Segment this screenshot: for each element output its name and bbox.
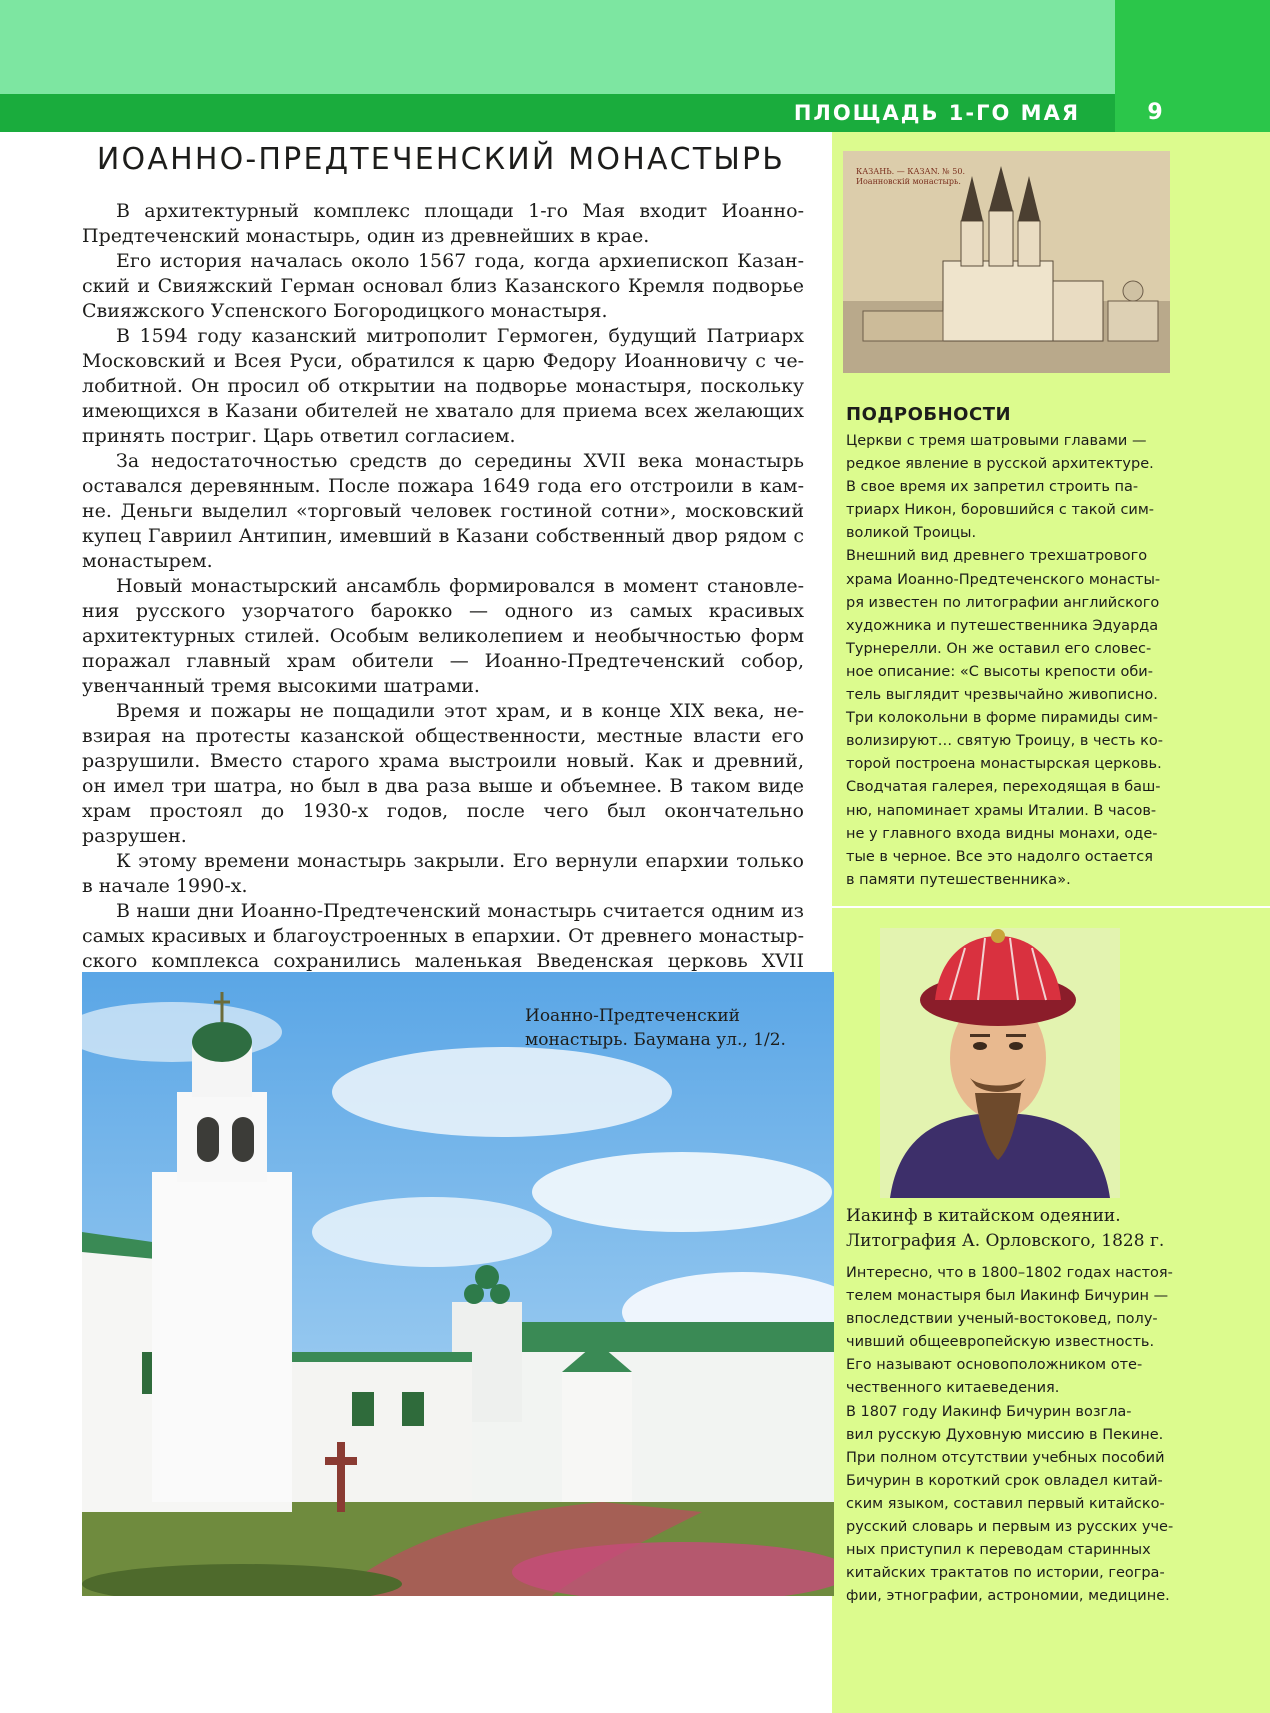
- portrait-caption: [846, 1204, 1176, 1254]
- postcard-caption: [856, 167, 965, 187]
- details-line: Три колокольни в форме пирамиды сим-: [846, 710, 1158, 727]
- details-line: тель выглядит чрезвычайно живописно.: [846, 687, 1158, 704]
- details-line: Турнерелли. Он же оставил его словес-: [846, 640, 1152, 657]
- details-line: Внешний вид древнего трехшатрового: [846, 548, 1148, 565]
- iakinf-line: Интересно, что в 1800–1802 годах настоя-: [846, 1265, 1173, 1281]
- iakinf-line: фии, этнографии, астрономии, медицине.: [846, 1588, 1170, 1605]
- iakinf-line: русский словарь и первым из русских уче-: [846, 1519, 1174, 1536]
- postcard-caption-line: КАЗАНЬ. — КАЗАN. № 50.: [856, 167, 965, 176]
- portrait-caption-line: Литография А. Орловского, 1828 г.: [846, 1231, 1165, 1251]
- iakinf-line: телем монастыря был Иакинф Бичурин —: [846, 1288, 1169, 1305]
- details-line: ню, напоминает храмы Италии. В часов-: [846, 802, 1157, 819]
- article-paragraph: В архитектурный комплекс площади 1-го Мая входит Иоанно-Предтеченский монастырь, один из древнейших в крае.: [82, 200, 804, 247]
- details-line: художника и путешественника Эдуарда: [846, 617, 1159, 634]
- details-line: тые в черное. Все это надолго остается: [846, 848, 1153, 865]
- sidebar-divider: [832, 906, 1270, 908]
- photo-caption-line: Иоанно-Предтеченский: [525, 1006, 740, 1026]
- article-title: ИОАННО-ПРЕДТЕЧЕНСКИЙ МОНАСТЫРЬ: [96, 142, 786, 177]
- article-body: [82, 199, 804, 999]
- iakinf-line: чивший общеевропейскую известность.: [846, 1334, 1155, 1351]
- iakinf-line: Бичурин в короткий срок овладел китай-: [846, 1472, 1163, 1489]
- details-line: в памяти путешественника».: [846, 871, 1071, 888]
- page-number: 9: [1147, 100, 1163, 125]
- details-line: Церкви с тремя шатровыми главами —: [846, 433, 1147, 449]
- article-paragraph: В 1594 году казанский митрополит Гермоген, будущий Патриарх Московский и Всея Руси, обратился к царю Федору Иоанновичу с челобитной. Он просил об открытии на подворье монастыря, поскольку имеющихся в Казани обителей не хватало для приема всех желающих принять постриг. Царь ответил согласием.: [82, 325, 804, 447]
- iakinf-line: Его называют основоположником оте-: [846, 1357, 1143, 1374]
- photo-caption: [525, 1004, 815, 1052]
- header-light-band: [0, 0, 1270, 94]
- details-line: волизируют… святую Троицу, в честь ко-: [846, 733, 1163, 750]
- section-title: ПЛОЩАДЬ 1-ГО МАЯ: [793, 101, 1080, 125]
- iakinf-line: В 1807 году Иакинф Бичурин возгла-: [846, 1403, 1132, 1420]
- photo-caption-line: монастырь. Баумана ул., 1/2.: [525, 1030, 786, 1050]
- details-heading: ПОДРОБНОСТИ: [846, 404, 1012, 425]
- monastery-photo: [82, 972, 834, 1596]
- iakinf-body: [846, 1262, 1174, 1608]
- portrait-image: [880, 928, 1120, 1198]
- portrait-caption-line: Иакинф в китайском одеянии.: [846, 1206, 1121, 1226]
- article-paragraph: Новый монастырский ансамбль формировался в момент становления русского узорчатого барокко — одного из самых красивых архитектурных стилей. Особым великолепием и необычностью форм поражал главный храм обители — Иоанно-Предтеченский собор, увенчанный тремя высокими шатрами.: [82, 575, 804, 697]
- details-line: ря известен по литографии английского: [846, 594, 1160, 611]
- article-paragraph: Его история началась около 1567 года, когда архиепископ Казанский и Свияжский Герман основал близ Казанского Кремля подворье Свияжского Успенского Богородицкого монастыря.: [82, 250, 804, 322]
- details-line: редкое явление в русской архитектуре.: [846, 456, 1154, 473]
- details-body: [846, 430, 1174, 892]
- iakinf-line: При полном отсутствии учебных пособий: [846, 1449, 1165, 1466]
- postcard-caption-line: Иоанновскій монастырь.: [856, 177, 961, 186]
- details-line: В свое время их запретил строить па-: [846, 479, 1139, 496]
- iakinf-line: китайских трактатов по истории, геогра-: [846, 1565, 1165, 1582]
- details-line: Сводчатая галерея, переходящая в баш-: [846, 779, 1161, 796]
- details-line: храма Иоанно-Предтеченского монасты-: [846, 571, 1161, 588]
- details-line: триарх Никон, боровшийся с такой сим-: [846, 502, 1155, 519]
- article-paragraph: В наши дни Иоанно-Предтеченский монастырь считается одним из самых красивых и благоустроенных в епархии. От древнего монастырского комплекса сохранились маленькая Введенская церковь XVII: [82, 900, 804, 972]
- article-paragraph: За недостаточностью средств до середины XVII века монастырь оставался деревянным. После пожара 1649 года его отстроили в камне. Деньги выделил «торговый человек гостиной сотни», московский купец Гавриил Антипин, имевший в Казани собственный двор рядом с монастырем.: [82, 450, 804, 572]
- details-line: не у главного входа видны монахи, оде-: [846, 825, 1158, 842]
- iakinf-line: чественного китаеведения.: [846, 1380, 1060, 1397]
- postcard-image: [843, 151, 1170, 373]
- iakinf-line: впоследствии ученый-востоковед, полу-: [846, 1311, 1158, 1328]
- iakinf-line: вил русскую Духовную миссию в Пекине.: [846, 1426, 1164, 1443]
- details-line: воликой Троицы.: [846, 525, 977, 542]
- iakinf-line: ных приступил к переводам старинных: [846, 1542, 1151, 1559]
- details-line: ное описание: «С высоты крепости оби-: [846, 663, 1153, 680]
- iakinf-line: ским языком, составил первый китайско-: [846, 1495, 1165, 1512]
- article-paragraph: К этому времени монастырь закрыли. Его вернули епархии только в начале 1990-х.: [82, 850, 804, 897]
- article-paragraph: Время и пожары не пощадили этот храм, и в конце XIX века, невзирая на протесты казанской общественности, местные власти его разрушили. Вместо старого храма выстроили новый. Как и древний, он имел три шатра, но был в два раза выше и объемнее. В таком виде храм простоял до 1930-х годов, после чего был окончательно разрушен.: [82, 700, 804, 847]
- details-line: торой построена монастырская церковь.: [846, 756, 1162, 773]
